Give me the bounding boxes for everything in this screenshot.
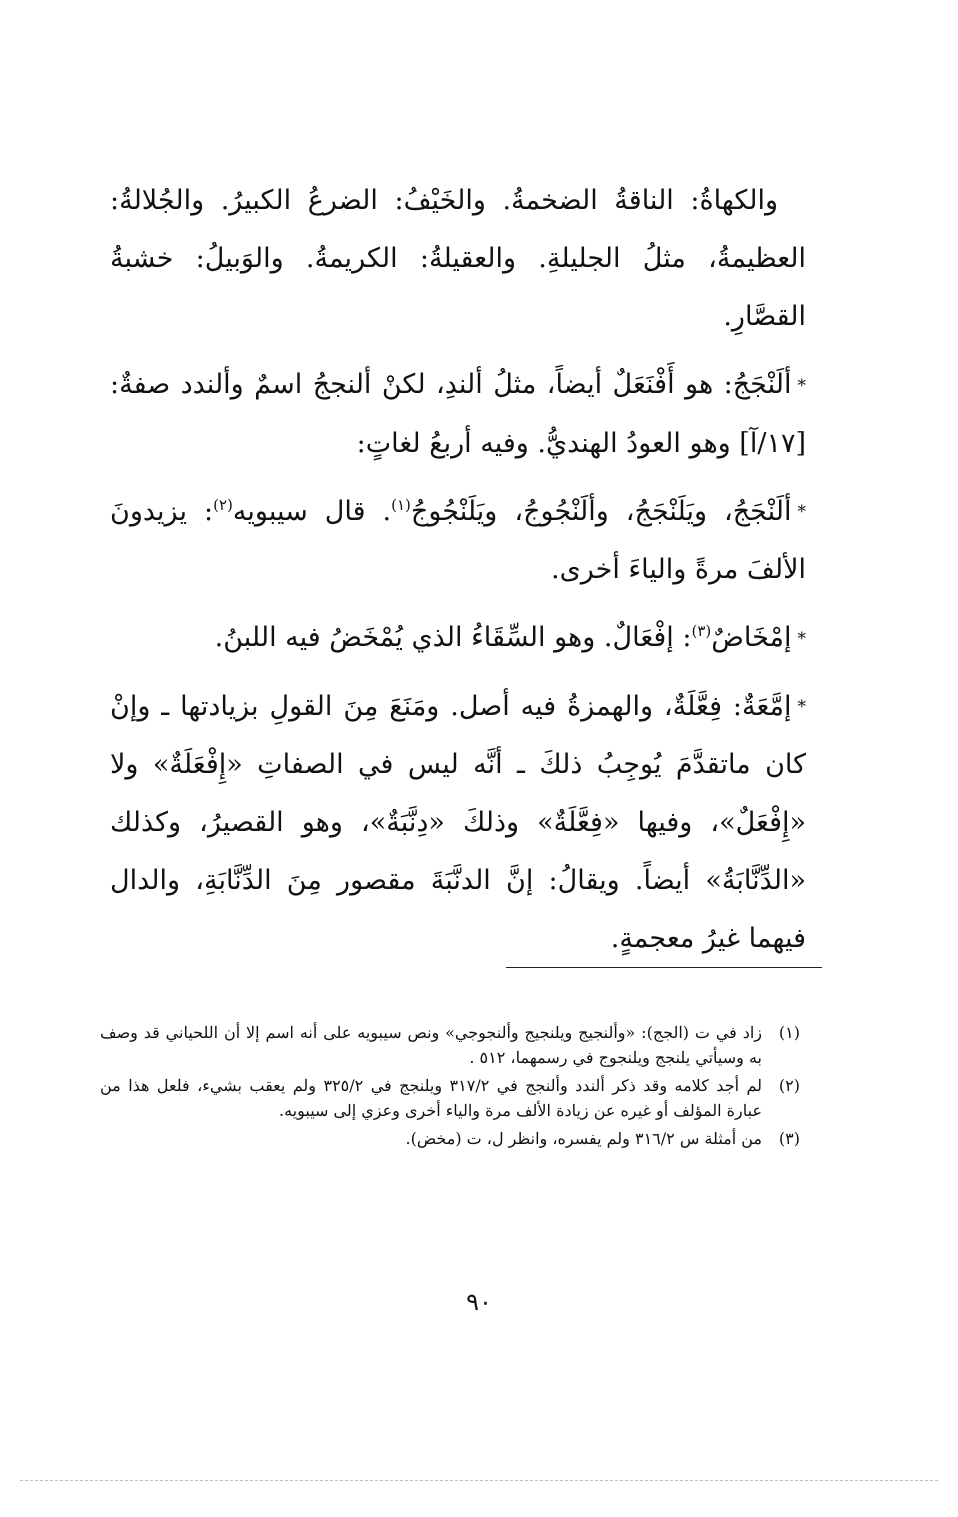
footnote-item (100, 1073, 800, 1123)
footnote-item (100, 1020, 800, 1070)
paragraph-text: ألَنْجَجُ: هو أَفْنَعَلٌ أيضاً، مثلُ ألندِ، لكنْ ألنججُ اسمٌ وألندد صفةٌ: [١٧/آ] وهو العودُ الهنديُّ. وفيه أربعُ لغاتٍ: (110, 369, 806, 459)
paragraph-text-part: . قال سيبويه (232, 495, 392, 527)
footnote-reference: (٢) (213, 495, 233, 514)
footnote-number: (٢) (778, 1076, 800, 1095)
footnote-reference: (٣) (691, 622, 712, 640)
asterisk-marker: * (797, 502, 806, 522)
footnote-number: (٣) (778, 1129, 800, 1148)
footnote-number: (١) (778, 1023, 800, 1042)
footnote-text: زاد في ت (الجج): «وألنجيج ويلنجيج وألنجوجي» ونص سيبويه على أنه اسم إلا أن اللحياني قد وصف به وسيأتي يلنجج ويلنجوج في رسمهما، ٥١٢ . (100, 1023, 762, 1067)
asterisk-marker: * (797, 628, 806, 649)
paragraph-alanjaj (110, 356, 806, 473)
footnote-separator (506, 967, 822, 968)
page-number: ٩٠ (466, 1288, 492, 1316)
paragraph-kahat (110, 172, 806, 346)
paragraph-text-part: : يزيدونَ الألفَ مرةً والياءَ أخرى. (110, 495, 806, 585)
paragraph-imma (110, 678, 806, 969)
asterisk-marker: * (797, 375, 806, 396)
paragraph-text-part: ألَنْجَجُ، ويَلَنْجَجُ، وألَنْجُوجُ، ويَلَنْجُوجُ (410, 495, 792, 527)
paragraph-text: إمَّعَةٌ: فِعَّلَةٌ، والهمزةُ فيه أصل. ومَنَعَ مِنَ القولِ بزيادتها ـ وإنْ كان ماتقدَّمَ يُوجِبُ ذلكَ ـ أنَّه ليس في الصفاتِ «إِفْعَلَةٌ» ولا «إِفْعَلٌ»، وفيها «فِعَّلَةٌ» وذلكَ «دِنَّبَةٌ»، وهو القصيرُ، وكذلك «الدِّنَّابَةُ» أيضاً. ويقالُ: إنَّ الدنَّبَةَ مقصور مِنَ الدِّنَّابَةِ، والدال فيهما غيرُ معجمةٍ. (110, 690, 806, 954)
footnote-item (100, 1126, 800, 1151)
paragraph-text-part: : إفْعَالٌ. وهو السِّقَاءُ الذي يُمْخَضُ فيه اللبنُ. (214, 622, 692, 653)
footnote-reference: (١) (391, 495, 411, 514)
footnotes (100, 1020, 800, 1154)
footnote-text: لم أجد كلامه وقد ذكر ألندد وألنجج في ٣١٧/٢ ويلنجج في ٣٢٥/٢ ولم يعقب بشيء، فلعل هذا من عبارة المؤلف أو غيره عن زيادة الألف مرة والياء أخرى وعزي إلى سيبويه. (100, 1076, 762, 1120)
main-text (110, 172, 806, 978)
asterisk-marker: * (797, 697, 806, 717)
scan-edge-line (20, 1480, 938, 1481)
paragraph-text: والكهاةُ: الناقةُ الضخمةُ. والخَيْفُ: الضرعُ الكبيرُ. والجُلالةُ: العظيمةُ، مثلُ الجليلةِ. والعقيلةُ: الكريمةُ. والوَبيلُ: خشبةُ القصَّارِ. (110, 185, 806, 332)
paragraph-four-forms (110, 483, 806, 600)
footnote-text: من أمثلة س ٣١٦/٢ ولم يفسره، وانظر ل، ت (مخض). (405, 1129, 762, 1148)
paragraph-imkhad (110, 609, 806, 668)
paragraph-text-part: إمْخَاضٌ (711, 622, 792, 653)
